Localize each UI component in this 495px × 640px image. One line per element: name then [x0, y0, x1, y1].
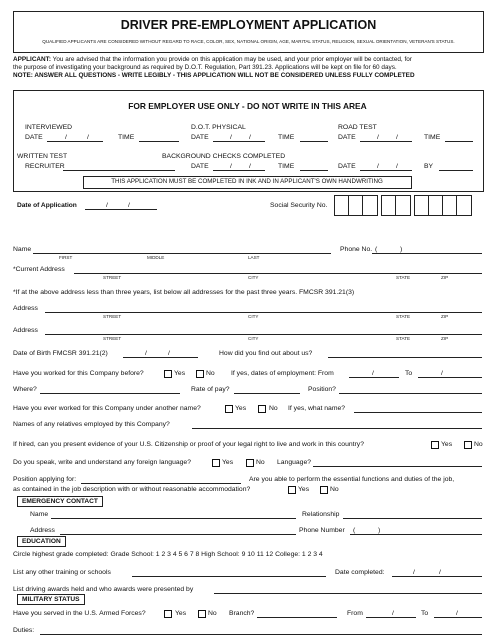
yes-label: Yes	[235, 405, 247, 412]
paren-open: (	[375, 246, 378, 253]
interviewed-label: INTERVIEWED	[25, 124, 73, 131]
middle-caption: MIDDLE	[147, 255, 165, 260]
dates-employment-label: If yes, dates of employment: From	[231, 370, 334, 377]
date-slash: /	[168, 350, 170, 357]
last-caption: LAST	[248, 255, 260, 260]
rate-pay-field[interactable]	[234, 393, 300, 394]
relatives-label: Names of any relatives employed by this Company?	[13, 421, 170, 428]
date-slash: /	[230, 163, 232, 170]
what-name-field[interactable]	[354, 412, 482, 413]
interviewed-date-field[interactable]	[47, 141, 103, 142]
physical-date-label: DATE	[191, 134, 209, 141]
notice-line-2: the purpose of investigating your background as required by D.O.T. Regulation, Part 391.23. Applications will be kept on file for 60 days.	[13, 64, 397, 71]
date-slash: /	[372, 370, 374, 377]
other-name-yes-checkbox[interactable]	[225, 405, 233, 413]
other-training-field[interactable]	[132, 576, 326, 577]
driving-awards-field[interactable]	[214, 593, 482, 594]
address-1-field[interactable]	[45, 312, 482, 313]
state-caption: STATE	[396, 336, 411, 341]
date-of-application-label: Date of Application	[17, 202, 77, 209]
zip-caption: ZIP	[441, 314, 449, 319]
recruiter-field[interactable]	[63, 170, 175, 171]
ssn-digit-box[interactable]	[362, 195, 378, 216]
bg-date-label: DATE	[191, 163, 209, 170]
date-slash: /	[145, 350, 147, 357]
no-label: No	[256, 459, 265, 466]
form-title: DRIVER PRE-EMPLOYMENT APPLICATION	[120, 18, 377, 32]
branch-field[interactable]	[257, 617, 337, 618]
name-label: Name	[13, 246, 32, 253]
state-caption: STATE	[396, 275, 411, 280]
paren-close: )	[378, 527, 381, 534]
date-slash: /	[439, 569, 441, 576]
emergency-address-field[interactable]	[60, 534, 296, 535]
worked-before-label: Have you worked for this Company before?	[13, 370, 144, 377]
relatives-field[interactable]	[192, 428, 482, 429]
worked-before-no-checkbox[interactable]	[196, 370, 204, 378]
grade-completed-label: Circle highest grade completed: Grade School: 1 2 3 4 5 6 7 8 High School: 9 10 11 12 College: 1 2 3 4	[13, 551, 323, 558]
how-find-label: How did you find out about us?	[219, 350, 313, 357]
city-caption: CITY	[248, 275, 259, 280]
bg-date2-field[interactable]	[360, 170, 412, 171]
citizenship-yes-checkbox[interactable]	[431, 441, 439, 449]
language-label: Language?	[277, 459, 312, 466]
position-label: Position?	[308, 386, 336, 393]
notice-line-1: You are advised that the information you provide on this application may be used, and your prior employer will be contacted, for	[52, 56, 412, 63]
first-caption: FIRST	[59, 255, 73, 260]
city-caption: CITY	[248, 314, 259, 319]
rate-pay-label: Rate of pay?	[191, 386, 230, 393]
current-address-field[interactable]	[74, 273, 482, 274]
notice-note: NOTE: ANSWER ALL QUESTIONS - WRITE LEGIBLY - THIS APPLICATION WILL NOT BE CONSIDERED UNLESS FULLY COMPLETED	[13, 72, 415, 79]
no-label: No	[330, 486, 339, 493]
where-field[interactable]	[40, 393, 180, 394]
no-label: No	[269, 405, 278, 412]
essential-line-2: as contained in the job description with or without reasonable accommodation?	[13, 486, 251, 493]
yes-label: Yes	[298, 486, 310, 493]
date-completed-field[interactable]	[392, 576, 482, 577]
date-slash: /	[249, 163, 251, 170]
dob-field[interactable]	[123, 357, 198, 358]
dot-physical-label: D.O.T. PHYSICAL	[191, 124, 246, 131]
road-date-field[interactable]	[360, 141, 412, 142]
served-label: Have you served in the U.S. Armed Forces?	[13, 610, 146, 617]
position-applying-label: Position applying for:	[13, 476, 77, 483]
foreign-lang-yes-checkbox[interactable]	[212, 459, 220, 467]
current-address-label: *Current Address	[13, 266, 65, 273]
date-slash: /	[392, 610, 394, 617]
by-field[interactable]	[439, 170, 473, 171]
date-slash: /	[249, 134, 251, 141]
where-label: Where?	[13, 386, 37, 393]
applicant-label: APPLICANT:	[13, 56, 51, 63]
worked-before-yes-checkbox[interactable]	[164, 370, 172, 378]
served-yes-checkbox[interactable]	[164, 610, 172, 618]
date-slash: /	[230, 134, 232, 141]
zip-caption: ZIP	[441, 275, 449, 280]
citizenship-no-checkbox[interactable]	[464, 441, 472, 449]
road-time-field[interactable]	[445, 141, 473, 142]
ssn-digit-box[interactable]	[395, 195, 411, 216]
state-caption: STATE	[396, 314, 411, 319]
road-test-label: ROAD TEST	[338, 124, 377, 131]
branch-label: Branch?	[229, 610, 255, 617]
military-from-label: From	[347, 610, 363, 617]
physical-time-field[interactable]	[300, 141, 328, 142]
road-time-label: TIME	[424, 134, 441, 141]
employment-to-field[interactable]	[418, 377, 482, 378]
road-date-label: DATE	[338, 134, 356, 141]
foreign-lang-label: Do you speak, write and understand any foreign language?	[13, 459, 191, 466]
bg-time-label: TIME	[278, 163, 295, 170]
yes-label: Yes	[222, 459, 234, 466]
relationship-label: Relationship	[302, 511, 340, 518]
city-caption: CITY	[248, 336, 259, 341]
bg-time-field[interactable]	[300, 170, 328, 171]
what-name-label: If yes, what name?	[288, 405, 346, 412]
date-slash: /	[377, 163, 379, 170]
citizenship-label: If hired, can you present evidence of your U.S. Citizenship or proof of your legal right to live and work in this country?	[13, 441, 364, 448]
date-slash: /	[87, 134, 89, 141]
address-1-label: Address	[13, 305, 38, 312]
interviewed-time-label: TIME	[118, 134, 135, 141]
interviewed-time-field[interactable]	[139, 141, 179, 142]
ink-notice: THIS APPLICATION MUST BE COMPLETED IN INK AND IN APPLICANT'S OWN HANDWRITING	[111, 178, 383, 185]
military-heading: MILITARY STATUS	[17, 594, 85, 605]
bg-checks-label: BACKGROUND CHECKS COMPLETED	[162, 153, 286, 160]
phone-field[interactable]	[372, 253, 482, 254]
military-to-field[interactable]	[434, 617, 482, 618]
foreign-lang-no-checkbox[interactable]	[246, 459, 254, 467]
military-to-label: To	[421, 610, 429, 617]
interviewed-date-label: DATE	[25, 134, 43, 141]
date-slash: /	[441, 370, 443, 377]
ssn-label: Social Security No.	[270, 202, 328, 209]
how-find-field[interactable]	[328, 357, 482, 358]
emergency-phone-field[interactable]	[350, 534, 482, 535]
paren-close: )	[400, 246, 403, 253]
address-2-label: Address	[13, 327, 38, 334]
duties-field[interactable]	[40, 634, 482, 635]
emergency-name-field[interactable]	[51, 518, 296, 519]
yes-label: Yes	[174, 370, 186, 377]
bg-date2-label: DATE	[338, 163, 356, 170]
emergency-contact-heading: EMERGENCY CONTACT	[17, 496, 103, 507]
recruiter-label: RECRUITER	[25, 163, 65, 170]
street-caption: STREET	[103, 314, 122, 319]
other-name-no-checkbox[interactable]	[258, 405, 266, 413]
served-no-checkbox[interactable]	[198, 610, 206, 618]
date-completed-label: Date completed:	[335, 569, 385, 576]
driving-awards-label: List driving awards held and who awards were presented by	[13, 586, 194, 593]
employer-section-title: FOR EMPLOYER USE ONLY - DO NOT WRITE IN THIS AREA	[128, 101, 367, 111]
language-field[interactable]	[313, 466, 482, 467]
emergency-address-label: Address	[30, 527, 55, 534]
date-slash: /	[65, 134, 67, 141]
position-field[interactable]	[339, 393, 482, 394]
to-label: To	[405, 370, 413, 377]
date-slash: /	[128, 202, 130, 209]
emergency-name-label: Name	[30, 511, 49, 518]
ssn-digit-box[interactable]	[456, 195, 472, 216]
written-test-label: WRITTEN TEST	[17, 153, 68, 160]
yes-label: Yes	[175, 610, 187, 617]
essential-no-checkbox[interactable]	[320, 486, 328, 494]
date-slash: /	[106, 202, 108, 209]
form-subtitle: QUALIFIED APPLICANTS ARE CONSIDERED WITHOUT REGARD TO RACE, COLOR, SEX, NATIONAL ORIGIN, AGE, MARITAL STATUS, RELIGION, SEXUAL ORIENTATION, VETERAN'S STATUS.	[42, 39, 455, 44]
no-label: No	[206, 370, 215, 377]
name-field[interactable]	[33, 253, 331, 254]
three-years-instructions: *If at the above address less than three years, list below all addresses for the past three years. FMCSR 391.21(3)	[13, 289, 355, 296]
relationship-field[interactable]	[343, 518, 482, 519]
no-label: No	[474, 441, 483, 448]
date-of-application-field[interactable]	[85, 209, 157, 210]
date-slash: /	[413, 569, 415, 576]
phone-label: Phone No.	[340, 246, 373, 253]
applicant-notice	[13, 56, 412, 64]
physical-date-field[interactable]	[213, 141, 265, 142]
position-applying-field[interactable]	[81, 483, 241, 484]
street-caption: STREET	[103, 275, 122, 280]
zip-caption: ZIP	[441, 336, 449, 341]
duties-label: Duties:	[13, 627, 35, 634]
essential-yes-checkbox[interactable]	[288, 486, 296, 494]
form-header	[13, 11, 484, 53]
date-slash: /	[456, 610, 458, 617]
physical-time-label: TIME	[278, 134, 295, 141]
dob-label: Date of Birth FMCSR 391.21(2)	[13, 350, 108, 357]
date-slash: /	[377, 134, 379, 141]
military-from-field[interactable]	[366, 617, 416, 618]
other-name-label: Have you ever worked for this Company under another name?	[13, 405, 201, 412]
yes-label: Yes	[441, 441, 453, 448]
by-label: BY	[424, 163, 434, 170]
date-slash: /	[396, 134, 398, 141]
education-heading: EDUCATION	[17, 536, 66, 547]
address-2-field[interactable]	[45, 334, 482, 335]
street-caption: STREET	[103, 336, 122, 341]
date-slash: /	[396, 163, 398, 170]
bg-date-field[interactable]	[213, 170, 265, 171]
no-label: No	[208, 610, 217, 617]
essential-line-1: Are you able to perform the essential functions and duties of the job,	[249, 476, 455, 483]
emergency-phone-label: Phone Number	[299, 527, 345, 534]
paren-open: (	[353, 527, 356, 534]
other-training-label: List any other training or schools	[13, 569, 111, 576]
employment-from-field[interactable]	[349, 377, 399, 378]
